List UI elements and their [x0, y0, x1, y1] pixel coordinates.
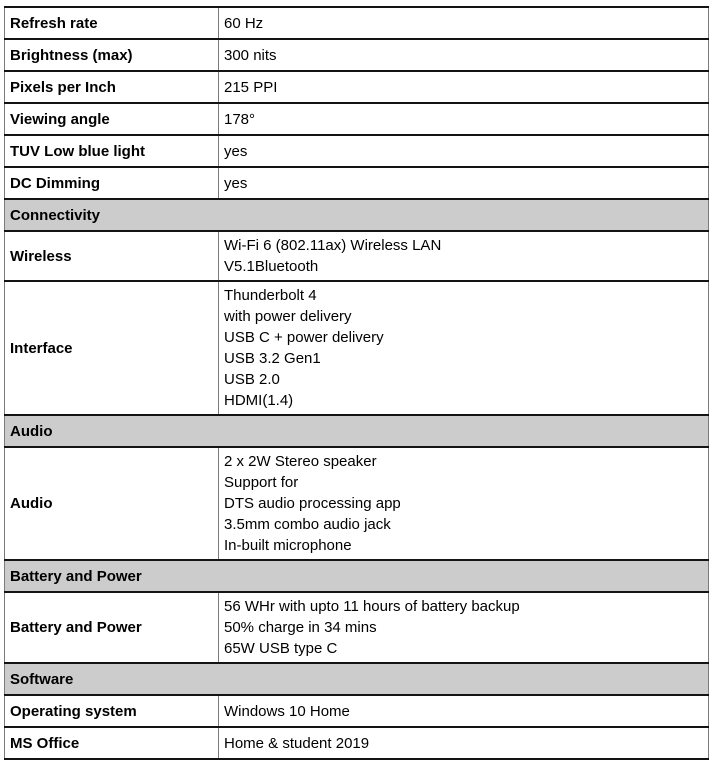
- spec-table: [4, 6, 709, 760]
- value-line: 65W USB type C: [224, 640, 338, 657]
- table-row: [5, 695, 709, 727]
- spec-label: MS Office: [5, 727, 219, 759]
- spec-label: Wireless: [5, 231, 219, 281]
- table-row: [5, 103, 709, 135]
- value-line: 178°: [224, 110, 256, 128]
- table-row: [5, 39, 709, 71]
- table-row: [5, 281, 709, 415]
- value-line: 56 WHr with upto 11 hours of battery backup: [224, 598, 520, 615]
- value-line: DTS audio processing app: [224, 495, 401, 512]
- spec-value: [219, 103, 709, 135]
- spec-value: [219, 167, 709, 199]
- table-row: [5, 231, 709, 281]
- spec-value: [219, 727, 709, 759]
- spec-label: Refresh rate: [5, 7, 219, 39]
- spec-value: [219, 695, 709, 727]
- spec-label: Audio: [5, 447, 219, 560]
- spec-value: [219, 592, 709, 663]
- spec-label: Interface: [5, 281, 219, 415]
- value-line: Support for: [224, 474, 299, 491]
- value-line: Thunderbolt 4: [224, 287, 317, 304]
- value-line: 300 nits: [224, 46, 277, 64]
- spec-value: [219, 71, 709, 103]
- value-line: Wi-Fi 6 (802.11ax) Wireless LAN: [224, 237, 442, 254]
- value-line: yes: [224, 142, 248, 160]
- spec-value: [219, 447, 709, 560]
- value-line: USB C + power delivery: [224, 329, 384, 346]
- section-row: [5, 415, 709, 447]
- section-header: Audio: [5, 415, 709, 447]
- section-row: [5, 199, 709, 231]
- value-line: 215 PPI: [224, 78, 278, 96]
- value-line: 3.5mm combo audio jack: [224, 516, 391, 533]
- value-line: 2 x 2W Stereo speaker: [224, 453, 377, 470]
- value-line: In-built microphone: [224, 537, 352, 554]
- value-line: HDMI(1.4): [224, 392, 294, 409]
- section-header: Software: [5, 663, 709, 695]
- table-row: [5, 592, 709, 663]
- value-line: USB 3.2 Gen1: [224, 350, 321, 367]
- table-row: [5, 7, 709, 39]
- spec-value: [219, 39, 709, 71]
- spec-value: [219, 281, 709, 415]
- spec-label: Operating system: [5, 695, 219, 727]
- section-header: Connectivity: [5, 199, 709, 231]
- table-row: [5, 135, 709, 167]
- value-line: Windows 10 Home: [224, 702, 350, 720]
- section-header: Battery and Power: [5, 560, 709, 592]
- spec-label: DC Dimming: [5, 167, 219, 199]
- spec-value: [219, 135, 709, 167]
- value-line: USB 2.0: [224, 371, 280, 388]
- value-line: V5.1Bluetooth: [224, 258, 319, 275]
- table-row: [5, 71, 709, 103]
- spec-label: Viewing angle: [5, 103, 219, 135]
- spec-value: [219, 7, 709, 39]
- table-row: [5, 727, 709, 759]
- value-line: with power delivery: [224, 308, 352, 325]
- section-row: [5, 663, 709, 695]
- section-row: [5, 560, 709, 592]
- value-line: yes: [224, 174, 248, 192]
- value-line: 50% charge in 34 mins: [224, 619, 377, 636]
- spec-table-body: [5, 7, 709, 759]
- table-row: [5, 167, 709, 199]
- value-line: Home & student 2019: [224, 734, 370, 752]
- value-line: 60 Hz: [224, 14, 264, 32]
- spec-label: Battery and Power: [5, 592, 219, 663]
- spec-label: TUV Low blue light: [5, 135, 219, 167]
- table-row: [5, 447, 709, 560]
- spec-label: Brightness (max): [5, 39, 219, 71]
- spec-label: Pixels per Inch: [5, 71, 219, 103]
- spec-value: [219, 231, 709, 281]
